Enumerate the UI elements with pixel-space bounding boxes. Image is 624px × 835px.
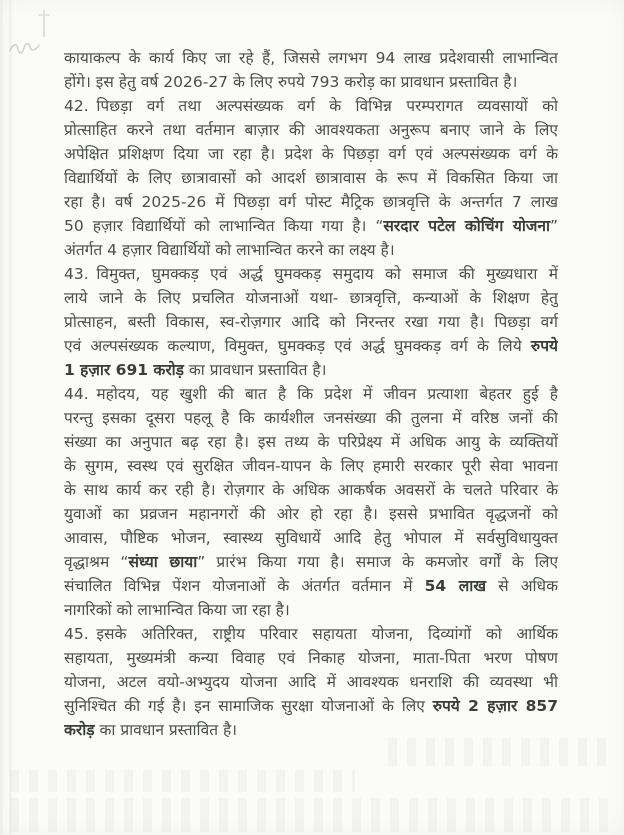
text-segment: ” प्रारंभ किया गया है। समाज के कमजोर वर्गों के लिए bbox=[197, 553, 558, 571]
text-segment: प्रोत्साहित करने तथा वर्तमान बाज़ार की आवश्यकता अनुरूप बनाए जाने के लिए bbox=[64, 121, 558, 139]
text-line bbox=[64, 358, 558, 382]
text-line bbox=[64, 574, 558, 598]
text-line bbox=[64, 70, 558, 94]
text-line bbox=[64, 550, 558, 574]
text-segment: संचालित विभिन्न पेंशन योजनाओं के अंतर्गत वर्तमान में bbox=[64, 577, 425, 595]
scan-band-artifact bbox=[388, 738, 616, 766]
text-segment: अपेक्षित प्रशिक्षण दिया जा रहा है। प्रदेश के पिछड़ा वर्ग एवं अल्पसंख्यक वर्ग के bbox=[64, 145, 558, 163]
text-segment: आवास, पौष्टिक भोजन, स्वास्थ्य सुविधायें आदि हेतु भोपाल में सर्वसुविधायुक्त bbox=[64, 529, 558, 547]
text-line bbox=[64, 478, 558, 502]
text-segment: के सुगम, स्वस्थ एवं सुरक्षित जीवन-यापन के लिए हमारी सरकार पूरी सेवा भावना bbox=[64, 457, 558, 475]
text-segment: रहा है। वर्ष 2025-26 में पिछड़ा वर्ग पोस्ट मैट्रिक छात्रवृत्ति के अन्तर्गत 7 लाख bbox=[64, 193, 558, 211]
bold-text-segment: संध्या छाया bbox=[128, 553, 198, 571]
text-segment: का प्रावधान प्रस्तावित है। bbox=[183, 361, 327, 379]
text-line bbox=[64, 118, 558, 142]
text-line bbox=[64, 454, 558, 478]
text-segment: संख्या का अनुपात बढ़ रहा है। इस तथ्य के परिप्रेक्ष्य में अधिक आयु के व्यक्तियों bbox=[64, 433, 558, 451]
text-segment: युवाओं का प्रव्रजन महानगरों की ओर हो रहा है। इससे प्रभावित वृद्धजनों को bbox=[64, 505, 558, 523]
text-segment: 42. पिछड़ा वर्ग तथा अल्पसंख्यक वर्ग के विभिन्न परम्परागत व्यवसायों को bbox=[64, 97, 558, 115]
text-line bbox=[64, 262, 558, 286]
pen-squiggle-mark bbox=[8, 36, 42, 60]
text-line bbox=[64, 166, 558, 190]
text-segment: 43. विमुक्त, घुमक्कड़ एवं अर्द्ध घुमक्कड़ समुदाय को समाज की मुख्यधारा में bbox=[64, 265, 558, 283]
text-segment: अंतर्गत 4 हज़ार विद्यार्थियों को लाभान्वित करने का लक्ष्य है। bbox=[64, 241, 395, 259]
text-segment: के साथ कार्य कर रही है। रोज़गार के अधिक आकर्षक अवसरों के चलते परिवार के bbox=[64, 481, 558, 499]
text-segment: योजना, अटल वयो-अभ्युदय योजना आदि में आवश्यक धनराशि की व्यवस्था भी bbox=[64, 673, 558, 691]
text-line bbox=[64, 526, 558, 550]
bold-text-segment: करोड़ bbox=[64, 721, 95, 739]
document-text bbox=[64, 46, 558, 742]
scan-band-artifact bbox=[10, 798, 614, 832]
text-segment: लाये जाने के लिए प्रचलित योजनाओं यथा- छात्रवृत्ति, कन्याओं के शिक्षण हेतु bbox=[64, 289, 558, 307]
text-line bbox=[64, 622, 558, 646]
text-line bbox=[64, 46, 558, 70]
text-line bbox=[64, 94, 558, 118]
bold-text-segment: 1 हज़ार 691 करोड़ bbox=[64, 361, 184, 379]
text-line bbox=[64, 406, 558, 430]
text-line bbox=[64, 694, 558, 718]
text-segment: 44. महोदय, यह खुशी की बात है कि प्रदेश में जीवन प्रत्याशा बेहतर हुई है bbox=[64, 385, 558, 403]
text-segment: कायाकल्प के कार्य किए जा रहे हैं, जिससे लगभग 94 लाख प्रदेशवासी लाभान्वित bbox=[64, 49, 558, 67]
text-line bbox=[64, 382, 558, 406]
text-line bbox=[64, 670, 558, 694]
text-segment: का प्रावधान प्रस्तावित है। bbox=[94, 721, 238, 739]
text-segment: 45. इसके अतिरिक्त, राष्ट्रीय परिवार सहायता योजना, दिव्यांगों को आर्थिक bbox=[64, 625, 558, 643]
text-segment: परन्तु इसका दूसरा पहलू है कि कार्यशील जनसंख्या की तुलना में वरिष्ठ जनों की bbox=[64, 409, 558, 427]
text-segment: से अधिक bbox=[486, 577, 558, 595]
text-segment: नागरिकों को लाभान्वित किया जा रहा है। bbox=[64, 601, 290, 619]
text-line bbox=[64, 238, 558, 262]
text-line bbox=[64, 334, 558, 358]
text-line bbox=[64, 646, 558, 670]
text-segment: वृद्धाश्रम “ bbox=[64, 553, 129, 571]
bold-text-segment: 54 लाख bbox=[424, 577, 486, 595]
text-segment: विद्यार्थियों के लिए छात्रावासों को आदर्श छात्रावास के रूप में विकसित किया जा bbox=[64, 169, 558, 187]
text-segment: सहायता, मुख्यमंत्री कन्या विवाह एवं निकाह योजना, माता-पिता भरण पोषण bbox=[64, 649, 558, 667]
text-line bbox=[64, 430, 558, 454]
text-segment: एवं अल्पसंख्यक कल्याण, विमुक्त, घुमक्कड़ एवं अर्द्ध घुमक्कड़ वर्ग के लिये bbox=[64, 337, 531, 355]
scan-edge-streaks bbox=[0, 0, 16, 835]
pen-tick-mark-cross bbox=[38, 14, 50, 16]
bold-text-segment: रुपये 2 हज़ार 857 bbox=[432, 697, 558, 715]
bold-text-segment: रुपये bbox=[530, 337, 558, 355]
bold-text-segment: सरदार पटेल कोचिंग योजना bbox=[383, 217, 550, 235]
text-segment: सुनिश्चित की गई है। इन सामाजिक सुरक्षा योजनाओं के लिए bbox=[64, 697, 433, 715]
text-line bbox=[64, 142, 558, 166]
text-line bbox=[64, 502, 558, 526]
text-segment: होंगे। इस हेतु वर्ष 2026-27 के लिए रुपये 793 करोड़ का प्रावधान प्रस्तावित है। bbox=[64, 73, 518, 91]
scan-band-artifact bbox=[10, 770, 355, 792]
text-line bbox=[64, 190, 558, 214]
text-line bbox=[64, 310, 558, 334]
text-line bbox=[64, 598, 558, 622]
text-line bbox=[64, 286, 558, 310]
text-line bbox=[64, 214, 558, 238]
text-segment: 50 हज़ार विद्यार्थियों को लाभान्वित किया गया है। “ bbox=[64, 217, 384, 235]
text-segment: ” bbox=[549, 217, 558, 235]
text-segment: प्रोत्साहन, बस्ती विकास, स्व-रोज़गार आदि को निरन्तर रखा गया है। पिछड़ा वर्ग bbox=[64, 313, 558, 331]
